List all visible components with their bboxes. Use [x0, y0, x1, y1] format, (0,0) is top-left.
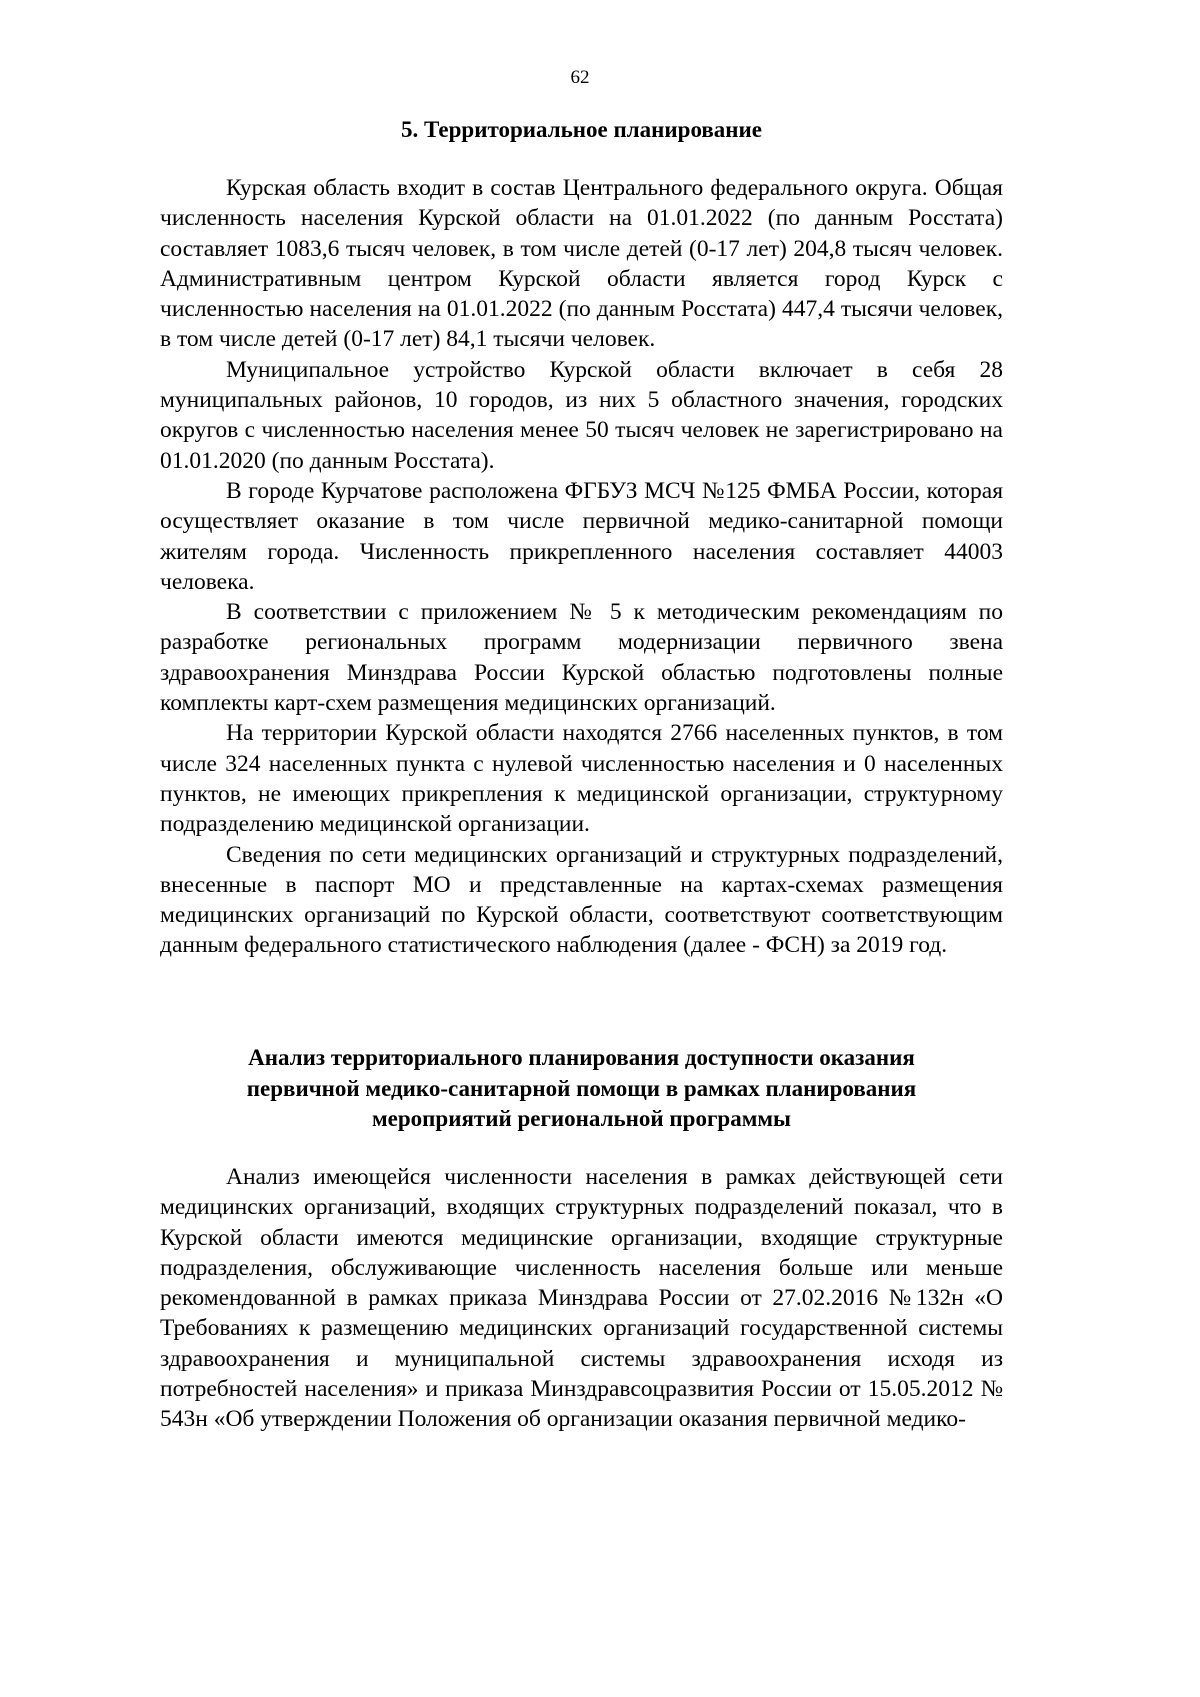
- subsection-title-line: первичной медико-санитарной помощи в рамках планирования: [246, 1075, 917, 1101]
- section-title: 5. Территориальное планирование: [400, 117, 763, 142]
- paragraph: Курская область входит в состав Центрального федерального округа. Общая численность населения Курской области на 01.01.2022 (по данным Росстата) составляет 1083,6 тысяч человек, в том числе детей (0-17 лет) 204,8 тысяч человек. Административным центром Курской области является город Курск с численностью населения на 01.01.2022 (по данным Росстата) 447,4 тысячи человек, в том числе детей (0-17 лет) 84,1 тысячи человек.: [160, 175, 1003, 353]
- subsection-title: [160, 1043, 1003, 1135]
- paragraph: Анализ имеющейся численности населения в рамках действующей сети медицинских организаций, входящих структурных подразделений показал, что в Курской области имеются медицинские организации, входящие структурные подразделения, обслуживающие численность населения больше или меньше рекомендованной в рамках приказа Минздрава России от 27.02.2016 №132н «О Требованиях к размещению медицинских организаций государственной системы здравоохранения и муниципальной системы здравоохранения исходя из потребностей населения» и приказа Минздравсоцразвития России от 15.05.2012 № 543н «Об утверждении Положения об организации оказания первичной медико-: [160, 1164, 1003, 1433]
- subsection-title-line: Анализ территориального планирования доступности оказания: [248, 1045, 915, 1070]
- section-body: [160, 173, 1003, 961]
- paragraph: Сведения по сети медицинских организаций и структурных подразделений, внесенные в паспорт МО и представленные на картах-схемах размещения медицинских организаций по Курской области, соответствуют соответствующим данным федерального статистического наблюдения (далее - ФСН) за 2019 год.: [160, 841, 1003, 959]
- subsection-title-line: мероприятий региональной программы: [372, 1106, 791, 1131]
- paragraph: На территории Курской области находятся 2766 населенных пунктов, в том числе 324 населенных пункта с нулевой численностью населения и 0 населенных пунктов, не имеющих прикрепления к медицинской организации, структурному подразделению медицинской организации.: [160, 720, 1003, 838]
- paragraph: Муниципальное устройство Курской области включает в себя 28 муниципальных районов, 10 городов, из них 5 областного значения, городских округов с численностью населения менее 50 тысяч человек не зарегистрировано на 01.01.2020 (по данным Росстата).: [160, 356, 1003, 474]
- subsection-body: [160, 1162, 1003, 1435]
- paragraph: В соответствии с приложением № 5 к методическим рекомендациям по разработке региональных программ модернизации первичного звена здравоохранения Минздрава России Курской областью подготовлены полные комплекты карт-схем размещения медицинских организаций.: [160, 599, 1003, 717]
- page-number: 62: [570, 67, 590, 88]
- paragraph: В городе Курчатове расположена ФГБУЗ МСЧ №125 ФМБА России, которая осуществляет оказание в том числе первичной медико-санитарной помощи жителям города. Численность прикрепленного населения составляет 44003 человека.: [160, 477, 1003, 595]
